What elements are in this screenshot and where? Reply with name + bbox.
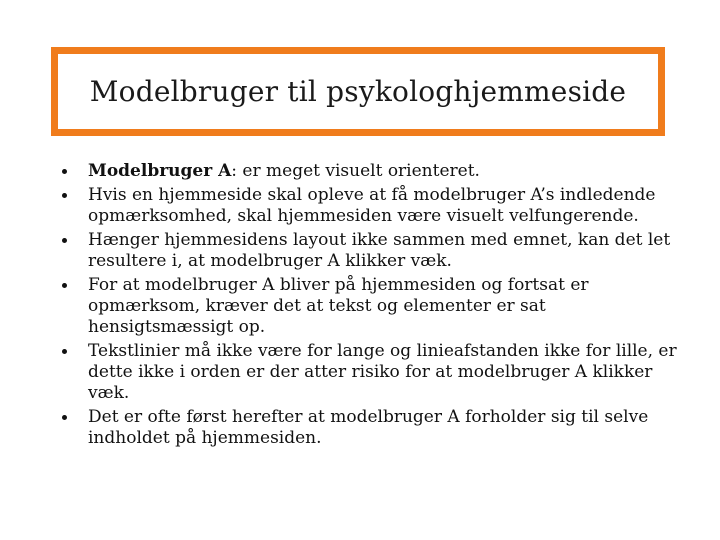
bullet-text: Hvis en hjemmeside skal opleve at få modelbruger A’s indledende opmærksomhed, skal hjemmesiden være visuelt velfungerende. xyxy=(88,185,656,226)
bullet-dot-icon xyxy=(62,349,67,354)
bullet-text: : er meget visuelt orienteret. xyxy=(231,161,480,181)
bullet-item xyxy=(60,275,680,338)
bullet-dot-icon xyxy=(62,238,67,243)
bullet-list xyxy=(60,161,680,452)
bullet-dot-icon xyxy=(62,169,67,174)
bullet-dot-icon xyxy=(62,283,67,288)
title-frame xyxy=(51,47,665,136)
bullet-text: Hænger hjemmesidens layout ikke sammen med emnet, kan det let resultere i, at modelbruger A klikker væk. xyxy=(88,230,671,271)
bullet-text: Tekstlinier må ikke være for lange og linieafstanden ikke for lille, er dette ikke i orden er der atter risiko for at modelbruger A klikker væk. xyxy=(88,341,677,403)
slide-title: Modelbruger til psykologhjemmeside xyxy=(89,75,627,108)
bullet-item xyxy=(60,185,680,227)
bullet-text: For at modelbruger A bliver på hjemmesiden og fortsat er opmærksom, kræver det at tekst og elementer er sat hensigtsmæssigt op. xyxy=(88,275,589,337)
bullet-item xyxy=(60,407,680,449)
bullet-dot-icon xyxy=(62,193,67,198)
bullet-item xyxy=(60,230,680,272)
bullet-item xyxy=(60,341,680,404)
bullet-item xyxy=(60,161,680,182)
bullet-dot-icon xyxy=(62,415,67,420)
bullet-text: Det er ofte først herefter at modelbruger A forholder sig til selve indholdet på hjemmesiden. xyxy=(88,407,649,448)
bullet-lead: Modelbruger A xyxy=(88,161,232,181)
